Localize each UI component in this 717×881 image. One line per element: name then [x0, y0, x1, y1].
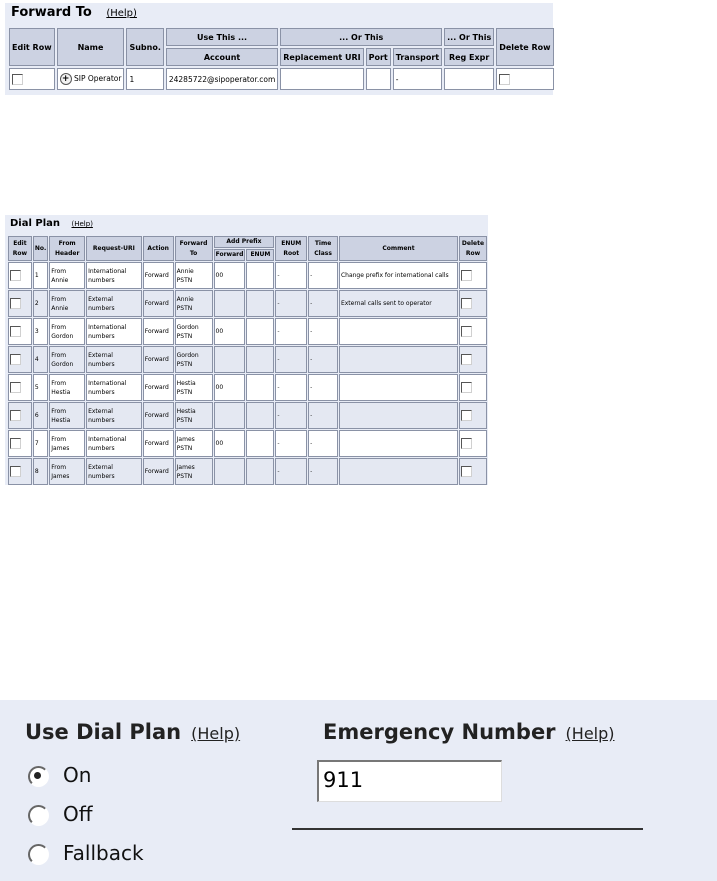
table-row	[8, 430, 487, 457]
enum-root-cell[interactable]: -	[275, 430, 307, 457]
prefix-forward-input[interactable]	[214, 402, 246, 429]
action-cell[interactable]: Forward	[143, 374, 174, 401]
table-row	[8, 374, 487, 401]
time-class-cell[interactable]: -	[308, 458, 338, 485]
comment-input[interactable]	[339, 430, 458, 457]
from-header-cell[interactable]: From Gordon	[49, 346, 85, 373]
transport-select[interactable]: -	[393, 68, 442, 90]
subno-input[interactable]: 1	[126, 68, 163, 90]
expand-plus-icon[interactable]: +	[60, 73, 72, 85]
delete-row-checkbox[interactable]	[461, 298, 472, 309]
comment-input[interactable]: Change prefix for international calls	[339, 262, 458, 289]
header-edit-row: Edit Row	[9, 28, 55, 66]
comment-input[interactable]	[339, 374, 458, 401]
edit-row-checkbox[interactable]	[10, 354, 21, 365]
edit-row-cell	[8, 430, 32, 457]
comment-input[interactable]	[339, 318, 458, 345]
replacement-uri-input[interactable]	[280, 68, 363, 90]
from-header-cell[interactable]: From Annie	[49, 262, 85, 289]
prefix-forward-input[interactable]: 00	[214, 262, 246, 289]
edit-row-cell	[9, 68, 55, 90]
request-uri-cell[interactable]: External numbers	[86, 458, 142, 485]
forward-to-table	[7, 26, 556, 92]
header-prefix-enum: ENUM	[246, 249, 274, 261]
from-header-cell[interactable]: From Gordon	[49, 318, 85, 345]
comment-input[interactable]	[339, 346, 458, 373]
header-comment: Comment	[339, 236, 458, 261]
delete-row-checkbox[interactable]	[461, 438, 472, 449]
edit-row-cell	[8, 458, 32, 485]
action-cell[interactable]: Forward	[143, 346, 174, 373]
request-uri-cell[interactable]: External numbers	[86, 290, 142, 317]
header-enum-root: ENUM Root	[275, 236, 307, 261]
name-value: SIP Operator	[73, 74, 122, 83]
forward-to-title-text: Forward To	[11, 5, 92, 20]
header-account: Account	[166, 48, 278, 66]
use-dial-plan-title	[25, 720, 240, 744]
name-cell	[57, 68, 125, 90]
action-cell[interactable]: Forward	[143, 290, 174, 317]
header-or-this: ... Or This	[280, 28, 442, 46]
dial-plan-table	[7, 235, 488, 486]
delete-row-checkbox[interactable]	[461, 326, 472, 337]
header-prefix-forward: Forward	[214, 249, 246, 261]
prefix-enum-input[interactable]	[246, 430, 274, 457]
settings-panel	[0, 700, 717, 881]
comment-input[interactable]	[339, 402, 458, 429]
edit-row-checkbox[interactable]	[10, 382, 21, 393]
row-number: 3	[33, 318, 48, 345]
enum-root-cell[interactable]: -	[275, 318, 307, 345]
request-uri-cell[interactable]: International numbers	[86, 430, 142, 457]
action-cell[interactable]: Forward	[143, 458, 174, 485]
forward-to-help-link[interactable]: (Help)	[106, 8, 137, 19]
time-class-cell[interactable]: -	[308, 262, 338, 289]
from-header-cell[interactable]: From James	[49, 430, 85, 457]
delete-row-cell	[459, 346, 487, 373]
delete-row-checkbox[interactable]	[461, 466, 472, 477]
enum-root-cell[interactable]: -	[275, 262, 307, 289]
prefix-enum-input[interactable]	[246, 402, 274, 429]
prefix-enum-input[interactable]	[246, 318, 274, 345]
time-class-cell[interactable]: -	[308, 430, 338, 457]
prefix-forward-input[interactable]: 00	[214, 318, 246, 345]
table-row	[8, 262, 487, 289]
table-row	[8, 458, 487, 485]
delete-row-checkbox[interactable]	[461, 382, 472, 393]
enum-root-cell[interactable]: -	[275, 402, 307, 429]
header-or-this-2: ... Or This	[444, 28, 494, 46]
header-no: No.	[33, 236, 48, 261]
request-uri-cell[interactable]: International numbers	[86, 262, 142, 289]
forward-to-cell[interactable]: Annie PSTN	[175, 290, 213, 317]
action-cell[interactable]: Forward	[143, 430, 174, 457]
prefix-forward-input[interactable]	[214, 458, 246, 485]
edit-row-cell	[8, 318, 32, 345]
delete-row-cell	[459, 290, 487, 317]
header-replacement-uri: Replacement URI	[280, 48, 363, 66]
delete-row-cell	[459, 402, 487, 429]
edit-row-cell	[8, 346, 32, 373]
forward-to-cell[interactable]: Gordon PSTN	[175, 346, 213, 373]
radio-label: Off	[63, 802, 93, 826]
reg-expr-input[interactable]	[444, 68, 494, 90]
edit-row-checkbox[interactable]	[10, 438, 21, 449]
radio-button[interactable]	[28, 766, 49, 787]
delete-row-cell	[459, 458, 487, 485]
header-delete-row: Delete Row	[496, 28, 553, 66]
table-row	[9, 68, 554, 90]
header-from: From Header	[49, 236, 85, 261]
request-uri-cell[interactable]: International numbers	[86, 318, 142, 345]
from-header-cell[interactable]: From James	[49, 458, 85, 485]
emergency-help-link[interactable]: (Help)	[565, 724, 615, 743]
enum-root-cell[interactable]: -	[275, 458, 307, 485]
request-uri-cell[interactable]: International numbers	[86, 374, 142, 401]
table-row	[8, 346, 487, 373]
edit-row-cell	[8, 290, 32, 317]
from-header-cell[interactable]: From Hestia	[49, 402, 85, 429]
emergency-number-title-text: Emergency Number	[323, 720, 556, 744]
header-subno: Subno.	[126, 28, 163, 66]
header-port: Port	[366, 48, 391, 66]
row-number: 4	[33, 346, 48, 373]
forward-to-cell[interactable]: Gordon PSTN	[175, 318, 213, 345]
use-dial-plan-help-link[interactable]: (Help)	[191, 724, 241, 743]
prefix-forward-input[interactable]: 00	[214, 374, 246, 401]
edit-row-cell	[8, 262, 32, 289]
use-dial-plan-title-text: Use Dial Plan	[25, 720, 182, 744]
dial-plan-help-link[interactable]: (Help)	[71, 220, 93, 228]
delete-row-cell	[459, 374, 487, 401]
emergency-number-input[interactable]: 911	[317, 760, 502, 802]
forward-to-cell[interactable]: Hestia PSTN	[175, 374, 213, 401]
header-name: Name	[57, 28, 125, 66]
delete-row-cell	[459, 430, 487, 457]
table-row	[8, 290, 487, 317]
row-number: 6	[33, 402, 48, 429]
prefix-enum-input[interactable]	[246, 346, 274, 373]
edit-row-checkbox[interactable]	[10, 410, 21, 421]
edit-row-checkbox[interactable]	[12, 74, 23, 85]
edit-row-checkbox[interactable]	[10, 270, 21, 281]
request-uri-cell[interactable]: External numbers	[86, 346, 142, 373]
row-number: 5	[33, 374, 48, 401]
action-cell[interactable]: Forward	[143, 262, 174, 289]
prefix-enum-input[interactable]	[246, 374, 274, 401]
time-class-cell[interactable]: -	[308, 346, 338, 373]
prefix-forward-input[interactable]: 00	[214, 430, 246, 457]
table-row	[8, 402, 487, 429]
header-action: Action	[143, 236, 174, 261]
port-input[interactable]	[366, 68, 391, 90]
header-reg-expr: Reg Expr	[444, 48, 494, 66]
radio-option-fallback[interactable]	[28, 841, 144, 865]
dial-plan-title	[10, 218, 93, 229]
divider-line	[292, 828, 643, 830]
forward-to-cell[interactable]: Hestia PSTN	[175, 402, 213, 429]
row-number: 8	[33, 458, 48, 485]
prefix-enum-input[interactable]	[246, 290, 274, 317]
comment-input[interactable]	[339, 458, 458, 485]
action-cell[interactable]: Forward	[143, 318, 174, 345]
enum-root-cell[interactable]: -	[275, 290, 307, 317]
header-use-this: Use This ...	[166, 28, 278, 46]
delete-row-checkbox[interactable]	[461, 410, 472, 421]
radio-button[interactable]	[28, 844, 49, 865]
emergency-number-title	[323, 720, 615, 744]
prefix-forward-input[interactable]	[214, 290, 246, 317]
account-input[interactable]: 24285722@sipoperator.com	[166, 68, 278, 90]
header-transport: Transport	[393, 48, 442, 66]
edit-row-checkbox[interactable]	[10, 466, 21, 477]
time-class-cell[interactable]: -	[308, 402, 338, 429]
delete-row-checkbox[interactable]	[499, 74, 510, 85]
edit-row-checkbox[interactable]	[10, 298, 21, 309]
edit-row-cell	[8, 402, 32, 429]
edit-row-checkbox[interactable]	[10, 326, 21, 337]
request-uri-cell[interactable]: External numbers	[86, 402, 142, 429]
forward-to-cell[interactable]: James PSTN	[175, 458, 213, 485]
time-class-cell[interactable]: -	[308, 374, 338, 401]
delete-row-cell	[496, 68, 553, 90]
header-request-uri: Request-URI	[86, 236, 142, 261]
radio-option-off[interactable]	[28, 802, 93, 826]
delete-row-cell	[459, 262, 487, 289]
comment-input[interactable]: External calls sent to operator	[339, 290, 458, 317]
from-header-cell[interactable]: From Annie	[49, 290, 85, 317]
dial-plan-panel	[5, 215, 488, 485]
row-number: 1	[33, 262, 48, 289]
header-delete-row: Delete Row	[459, 236, 487, 261]
time-class-cell[interactable]: -	[308, 318, 338, 345]
delete-row-checkbox[interactable]	[461, 354, 472, 365]
prefix-enum-input[interactable]	[246, 262, 274, 289]
row-number: 2	[33, 290, 48, 317]
dial-plan-title-text: Dial Plan	[10, 218, 61, 229]
forward-to-cell[interactable]: Annie PSTN	[175, 262, 213, 289]
forward-to-panel	[5, 3, 553, 95]
action-cell[interactable]: Forward	[143, 402, 174, 429]
table-row	[8, 318, 487, 345]
forward-to-title	[11, 5, 137, 20]
radio-label: On	[63, 763, 92, 787]
header-forward-to: Forward To	[175, 236, 213, 261]
header-add-prefix: Add Prefix	[214, 236, 275, 248]
delete-row-cell	[459, 318, 487, 345]
prefix-forward-input[interactable]	[214, 346, 246, 373]
header-time-class: Time Class	[308, 236, 338, 261]
header-edit-row: Edit Row	[8, 236, 32, 261]
radio-option-on[interactable]	[28, 763, 91, 787]
delete-row-checkbox[interactable]	[461, 270, 472, 281]
radio-button[interactable]	[28, 805, 49, 826]
edit-row-cell	[8, 374, 32, 401]
prefix-enum-input[interactable]	[246, 458, 274, 485]
time-class-cell[interactable]: -	[308, 290, 338, 317]
radio-label: Fallback	[63, 841, 144, 865]
from-header-cell[interactable]: From Hestia	[49, 374, 85, 401]
enum-root-cell[interactable]: -	[275, 346, 307, 373]
forward-to-cell[interactable]: James PSTN	[175, 430, 213, 457]
enum-root-cell[interactable]: -	[275, 374, 307, 401]
row-number: 7	[33, 430, 48, 457]
